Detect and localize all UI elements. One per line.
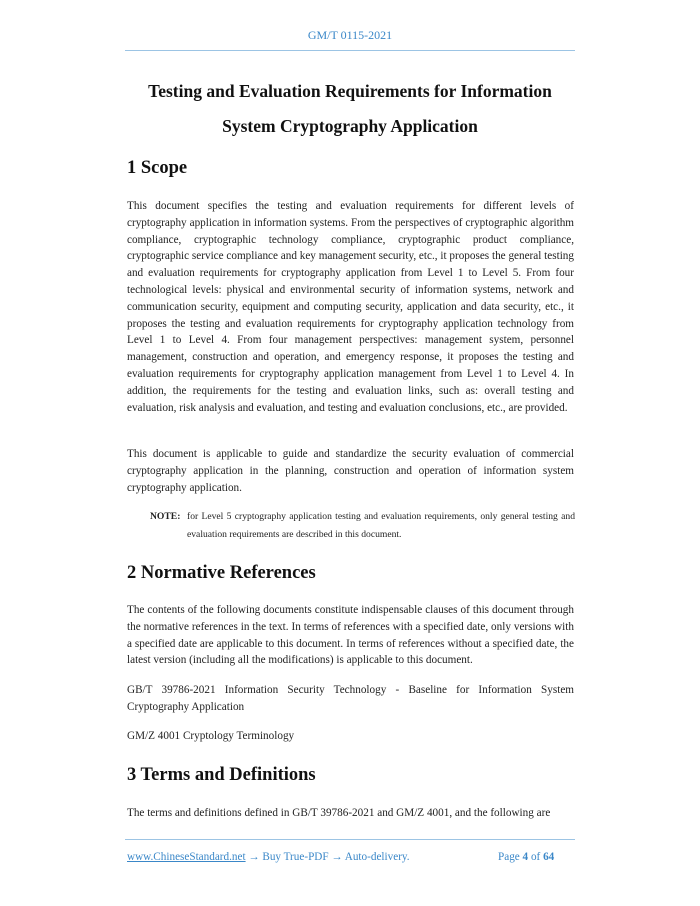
title-line-2: System Cryptography Application — [222, 116, 478, 136]
note-text: for Level 5 cryptography application testing and evaluation requirements, only general testing and evaluation requirements are described in this document. — [187, 511, 575, 540]
scope-paragraph-2: This document is applicable to guide and standardize the security evaluation of commercial cryptography application in the planning, construction and operation of information system cryptography application. — [127, 448, 574, 494]
normative-reference-2: GM/Z 4001 Cryptology Terminology — [127, 730, 295, 742]
footer-promo — [127, 851, 410, 863]
page-indicator — [498, 851, 554, 863]
footer-promo-text: → Buy True-PDF → Auto-delivery. — [245, 851, 410, 863]
section-scope-heading: 1 Scope — [127, 158, 188, 178]
scope-paragraph-1: This document specifies the testing and evaluation requirements for different levels of cryptography application in information systems. From the perspectives of cryptographic algorithm compliance, cryptographic technology compliance, cryptographic product compliance, cryptographic service compliance and key management security, etc., it proposes the general testing and evaluation requirements for cryptography application from Level 1 to Level 5. From four technological levels: physical and environmental security of information systems, network and communication security, equipment and computing security, application and data security, etc., it proposes the testing and evaluation requirements for cryptography application technology from Level 1 to Level 4. From four management perspectives: management system, personnel management, construction and operation, and emergency response, it proposes the testing and evaluation requirements for cryptography application management from Level 1 to Level 4. In addition, the requirements for the testing and evaluation links, such as: overall testing and evaluation, risk analysis and evaluation, and testing and evaluation conclusions, etc., are provided. — [127, 200, 574, 414]
document-title — [100, 74, 600, 144]
header-divider — [125, 50, 575, 51]
section-terms-heading: 3 Terms and Definitions — [127, 765, 316, 785]
website-link[interactable]: www.ChineseStandard.net — [127, 851, 246, 863]
page-total: 64 — [543, 851, 555, 863]
normative-reference-1: GB/T 39786-2021 Information Security Technology - Baseline for Information System Cryptography Application — [127, 684, 574, 713]
scope-note — [150, 508, 575, 544]
page-prefix: Page — [498, 851, 523, 863]
note-label: NOTE: — [150, 511, 181, 522]
page-of: of — [528, 851, 544, 863]
terms-paragraph-1: The terms and definitions defined in GB/T 39786-2021 and GM/Z 4001, and the following are — [127, 807, 551, 819]
title-line-1: Testing and Evaluation Requirements for Information — [148, 81, 552, 101]
section-normative-heading: 2 Normative References — [127, 563, 316, 583]
standard-code: GM/T 0115-2021 — [307, 28, 393, 42]
footer-divider — [125, 839, 575, 840]
normative-paragraph-1: The contents of the following documents constitute indispensable clauses of this document through the normative references in the text. In terms of references with a specified date, only versions with a specified date are applicable to this document. In terms of references without a specified date, the latest version (including all the modifications) is applicable to this document. — [127, 604, 574, 667]
page-number: 4 — [522, 851, 529, 863]
